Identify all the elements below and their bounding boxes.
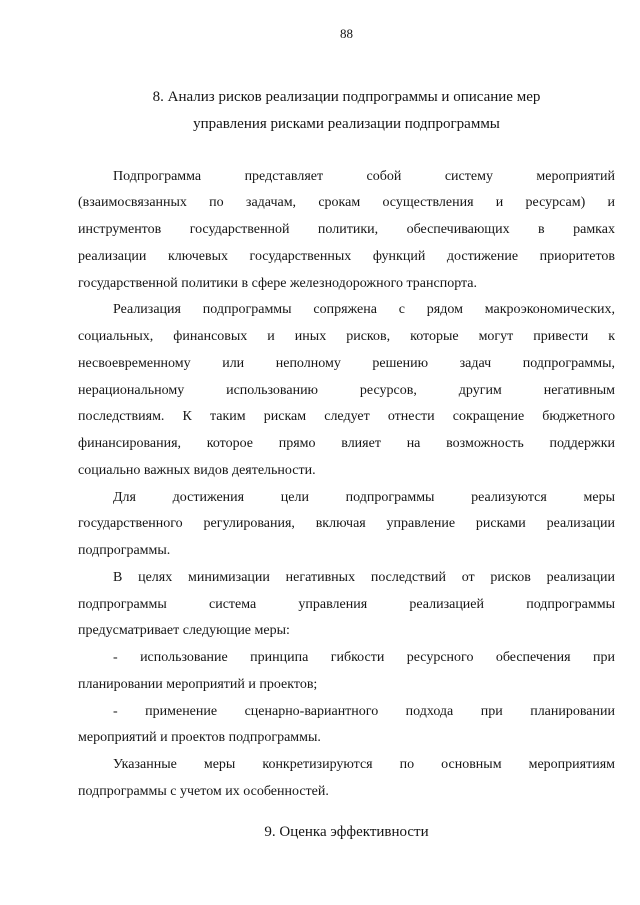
- text-line: реализации ключевых государственных функций достижение приоритетов: [78, 248, 615, 264]
- text-line: В целях минимизации негативных последствий от рисков реализации: [113, 569, 615, 585]
- text-line: предусматривает следующие меры:: [78, 623, 290, 639]
- text-line: несвоевременному или неполному решению задач подпрограммы,: [78, 355, 615, 371]
- page-number: 88: [340, 26, 353, 41]
- text-line: (взаимосвязанных по задачам, срокам осуществления и ресурсам) и: [78, 195, 615, 211]
- text-line: планировании мероприятий и проектов;: [78, 676, 318, 692]
- section-9-heading: 9. Оценка эффективности: [264, 823, 429, 840]
- text-line: нерациональному использованию ресурсов, другим негативным: [78, 382, 615, 398]
- text-line: социально важных видов деятельности.: [78, 462, 316, 478]
- section-8-body: [78, 164, 615, 806]
- text-line: подпрограммы.: [78, 543, 171, 558]
- text-line: - использование принципа гибкости ресурсного обеспечения при: [113, 650, 615, 665]
- text-line: Реализация подпрограммы сопряжена с рядом макроэкономических,: [113, 302, 615, 318]
- text-line: последствиям. К таким рискам следует отнести сокращение бюджетного: [78, 409, 615, 425]
- text-line: государственной политики в сфере железнодорожного транспорта.: [78, 275, 478, 291]
- text-line: Для достижения цели подпрограммы реализуются меры: [113, 489, 615, 505]
- text-line: Подпрограмма представляет собой систему мероприятий: [113, 168, 615, 184]
- text-line: подпрограммы с учетом их особенностей.: [78, 783, 329, 799]
- text-line: Указанные меры конкретизируются по основным мероприятиям: [113, 757, 615, 772]
- text-line: государственного регулирования, включая управление рисками реализации: [78, 516, 615, 532]
- text-line: - применение сценарно-вариантного подхода при планировании: [113, 703, 615, 719]
- text-line: подпрограммы система управления реализацией подпрограммы: [78, 596, 615, 612]
- text-line: финансирования, которое прямо влияет на возможность поддержки: [78, 436, 615, 451]
- section-8-heading: [78, 84, 615, 138]
- section-8-heading-line-2: управления рисками реализации подпрограммы: [193, 115, 500, 132]
- section-8-heading-line-1: 8. Анализ рисков реализации подпрограммы и описание мер: [152, 89, 541, 105]
- text-line: мероприятий и проектов подпрограммы.: [78, 730, 321, 746]
- text-line: инструментов государственной политики, обеспечивающих в рамках: [78, 222, 615, 237]
- text-line: социальных, финансовых и иных рисков, которые могут привести к: [78, 329, 615, 344]
